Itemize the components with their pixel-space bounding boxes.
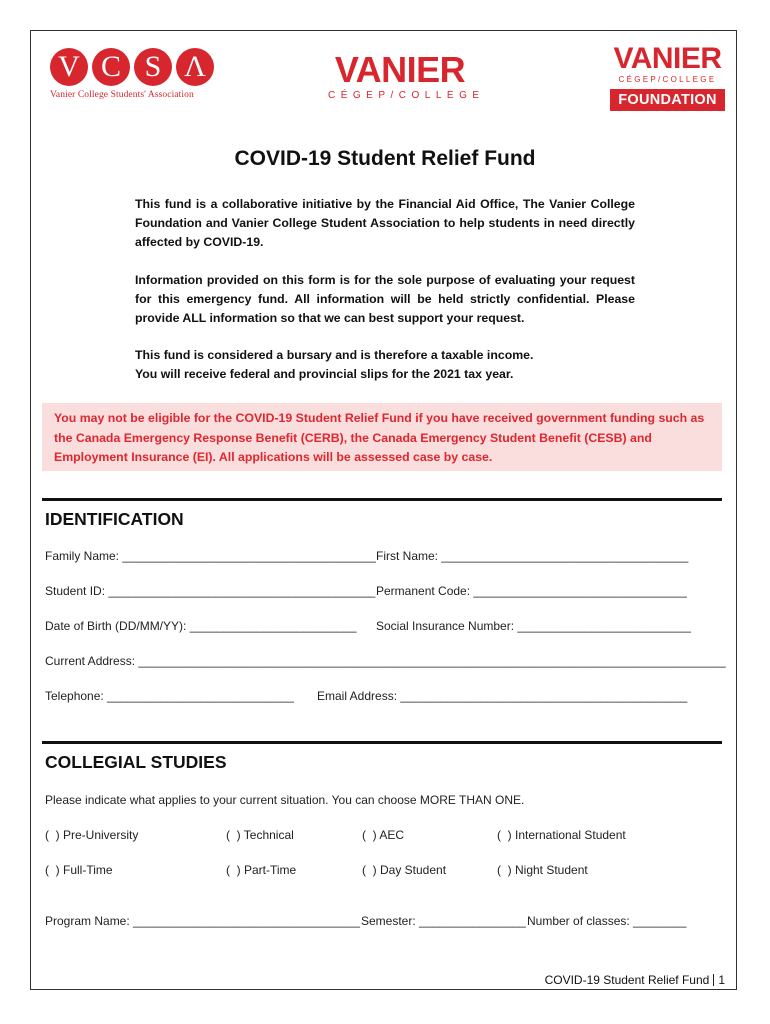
semester-field[interactable]: Semester: ________________ bbox=[361, 914, 526, 928]
program-name-field[interactable]: Program Name: __________________________________ bbox=[45, 914, 360, 928]
intro-paragraph-3 bbox=[135, 346, 635, 384]
student-id-field[interactable]: Student ID: ________________________________________ bbox=[45, 584, 376, 598]
date-of-birth-field[interactable]: Date of Birth (DD/MM/YY): _________________________ bbox=[45, 619, 357, 633]
sin-field[interactable]: Social Insurance Number: __________________________ bbox=[376, 619, 691, 633]
option-technical[interactable]: ( ) Technical bbox=[226, 828, 294, 842]
vcsa-logo bbox=[50, 48, 220, 108]
collegial-heading: COLLEGIAL STUDIES bbox=[45, 752, 227, 772]
identification-heading: IDENTIFICATION bbox=[45, 509, 184, 529]
telephone-field[interactable]: Telephone: ____________________________ bbox=[45, 689, 294, 703]
foundation-wordmark: VANIER bbox=[613, 42, 722, 75]
option-night-student[interactable]: ( ) Night Student bbox=[497, 863, 588, 877]
vcsa-letter-c: C bbox=[92, 48, 130, 86]
email-field[interactable]: Email Address: ___________________________________________ bbox=[317, 689, 688, 703]
vanier-foundation-logo bbox=[610, 44, 725, 111]
option-pre-university[interactable]: ( ) Pre-University bbox=[45, 828, 139, 842]
collegial-divider bbox=[42, 741, 722, 744]
first-name-field[interactable]: First Name: _____________________________________ bbox=[376, 549, 689, 563]
footer-label: COVID-19 Student Relief Fund bbox=[544, 973, 710, 987]
collegial-instruction: Please indicate what applies to your current situation. You can choose MORE THAN ONE. bbox=[45, 793, 525, 807]
vanier-college-logo bbox=[322, 49, 485, 101]
vanier-subtitle: CÉGEP/COLLEGE bbox=[328, 90, 485, 101]
page-footer bbox=[545, 973, 725, 987]
tax-note-line-2: You will receive federal and provincial slips for the 2021 tax year. bbox=[135, 367, 514, 381]
footer-separator bbox=[713, 974, 714, 986]
intro-paragraph-1: This fund is a collaborative initiative by the Financial Aid Office, The Vanier College Foundation and Vanier College Student Association to help students in need directly affected by COVID-19. bbox=[135, 197, 635, 249]
option-day-student[interactable]: ( ) Day Student bbox=[362, 863, 447, 877]
identification-divider bbox=[42, 498, 722, 501]
page-number: 1 bbox=[718, 973, 725, 987]
vanier-wordmark: VANIER bbox=[334, 49, 466, 90]
tax-note-line-1: This fund is considered a bursary and is therefore a taxable income. bbox=[135, 348, 534, 362]
number-of-classes-field[interactable]: Number of classes: ________ bbox=[527, 914, 687, 928]
current-address-field[interactable]: Current Address: ________________________________________________________________________________________ bbox=[45, 654, 726, 668]
intro-paragraph-2: Information provided on this form is for the sole purpose of evaluating your request for this emergency fund. All information will be held strictly confidential. Please provide ALL information so that we can best support your request. bbox=[135, 273, 635, 325]
page-title: COVID-19 Student Relief Fund bbox=[234, 147, 536, 170]
vcsa-letter-s: S bbox=[134, 48, 172, 86]
eligibility-warning: You may not be eligible for the COVID-19 Student Relief Fund if you have received government funding such as the Canada Emergency Response Benefit (CERB), the Canada Emergency Student Benefit (CESB) and Employment Insurance (EI). All applications will be assessed case by case. bbox=[42, 403, 722, 471]
vcsa-tagline: Vanier College Students' Association bbox=[50, 90, 194, 100]
vcsa-letter-v: V bbox=[50, 48, 88, 86]
option-aec[interactable]: ( ) AEC bbox=[362, 828, 405, 842]
foundation-subtitle: CÉGEP/COLLEGE bbox=[618, 75, 717, 84]
option-full-time[interactable]: ( ) Full-Time bbox=[45, 863, 113, 877]
option-part-time[interactable]: ( ) Part-Time bbox=[226, 863, 297, 877]
permanent-code-field[interactable]: Permanent Code: ________________________________ bbox=[376, 584, 687, 598]
option-international-student[interactable]: ( ) International Student bbox=[497, 828, 626, 842]
family-name-field[interactable]: Family Name: ______________________________________ bbox=[45, 549, 376, 563]
foundation-box-label: FOUNDATION bbox=[610, 89, 725, 111]
vcsa-letter-a: Λ bbox=[176, 48, 214, 86]
